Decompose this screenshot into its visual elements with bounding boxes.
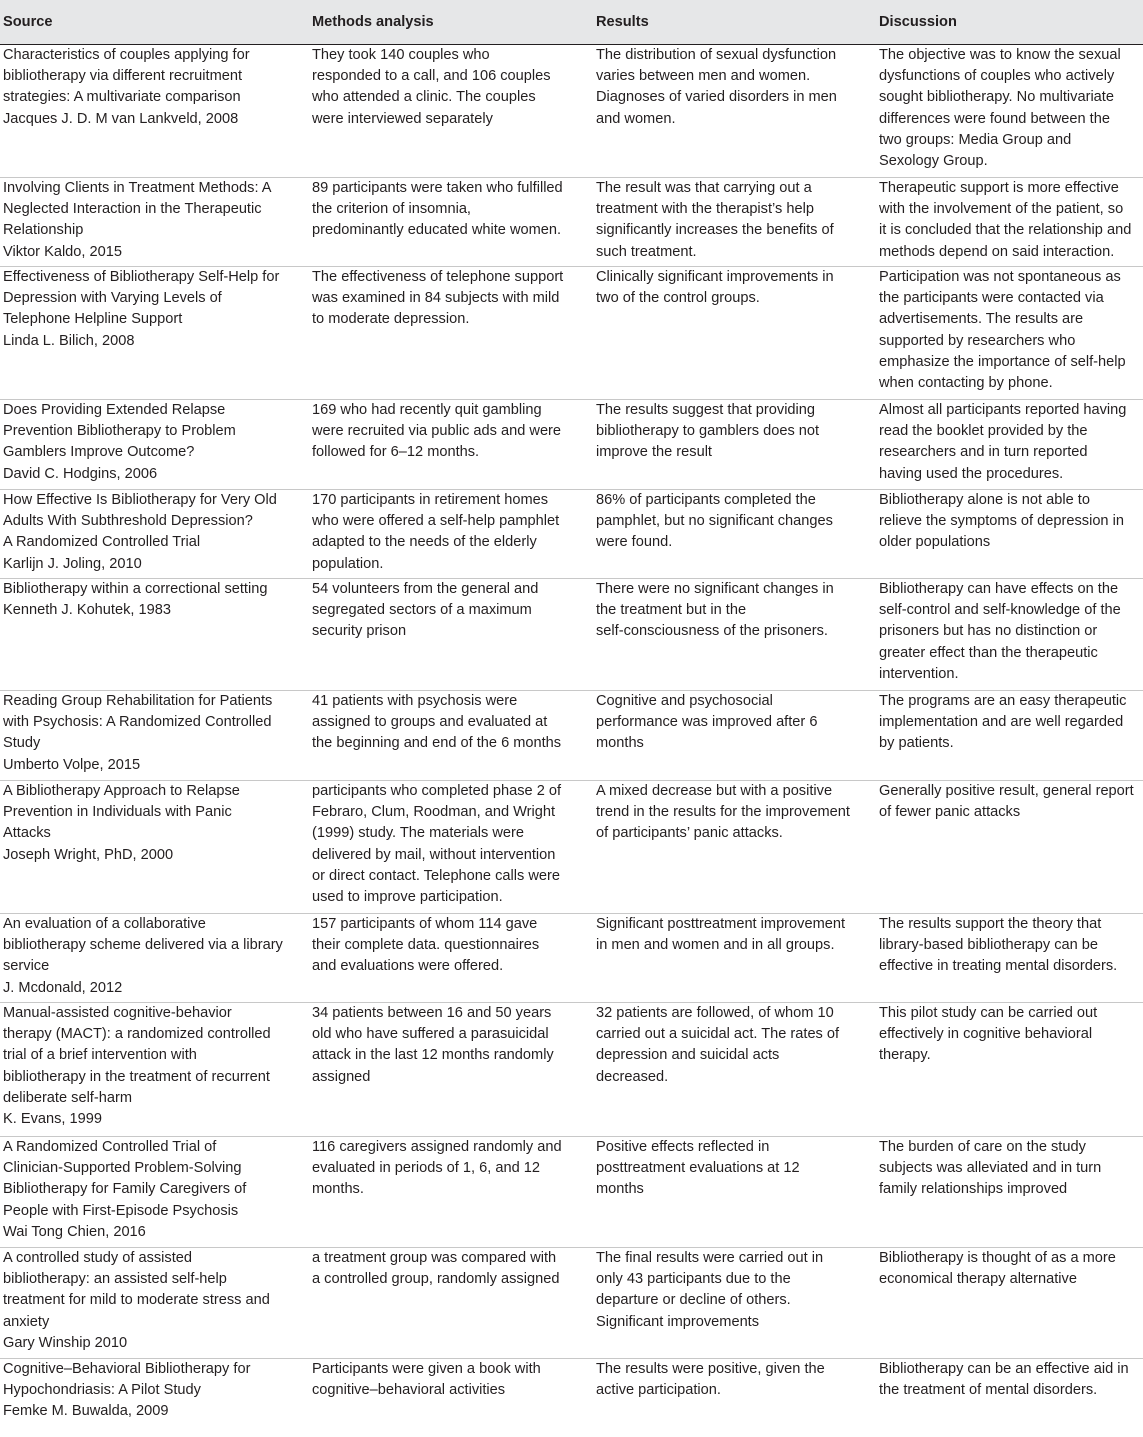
methods-text-line: Participants were given a book with: [312, 1361, 541, 1377]
results-text-line: Diagnoses of varied disorders in men: [596, 89, 837, 106]
discussion-text-line: supported by researchers who: [879, 332, 1076, 349]
cell-results: [593, 1137, 876, 1248]
discussion-text-line: by patients.: [879, 735, 954, 752]
discussion-text-line: sought bibliotherapy. No multivariate: [879, 89, 1114, 106]
cell-methods: [309, 178, 593, 267]
discussion-text-line: methods depend on said interaction.: [879, 243, 1115, 260]
cell-methods: [309, 45, 593, 178]
source-text-line: bibliotherapy: an assisted self-help: [3, 1271, 227, 1288]
discussion-text-line: advertisements. The results are: [879, 311, 1084, 328]
results-text-line: improve the result: [596, 444, 712, 461]
results-text-line: carried out a suicidal act. The rates of: [596, 1026, 840, 1043]
cell-results: [593, 781, 876, 914]
cell-methods: [309, 914, 593, 1003]
methods-text-line: who attended a clinic. The couples: [312, 89, 536, 106]
cell-methods: [309, 579, 593, 691]
source-text-line: David C. Hodgins, 2006: [3, 465, 158, 482]
results-text-line: bibliotherapy to gamblers does not: [596, 423, 820, 440]
methods-text-line: the beginning and end of the 6 months: [312, 735, 562, 752]
cell-source: [0, 914, 309, 1003]
table-row: [0, 1137, 1143, 1248]
cell-methods: [309, 691, 593, 781]
discussion-text-line: The objective was to know the sexual: [879, 47, 1121, 63]
source-text-line: People with First-Episode Psychosis: [3, 1202, 239, 1219]
table-row: [0, 1359, 1143, 1427]
results-text-line: performance was improved after 6: [596, 714, 818, 731]
cell-discussion: [876, 914, 1143, 1003]
methods-text-line: 170 participants in retirement homes: [312, 492, 549, 508]
discussion-text-line: Therapeutic support is more effective: [879, 180, 1119, 196]
table-row: [0, 781, 1143, 914]
cell-results: [593, 691, 876, 781]
table-row: [0, 1248, 1143, 1359]
cell-discussion: [876, 178, 1143, 267]
source-text-line: K. Evans, 1999: [3, 1111, 102, 1128]
methods-text-line: segregated sectors of a maximum: [312, 602, 532, 619]
cell-discussion: [876, 490, 1143, 579]
header-row: [0, 0, 1143, 45]
cell-source: [0, 1137, 309, 1248]
methods-text-line: used to improve participation.: [312, 889, 503, 906]
results-text-line: the treatment but in the: [596, 602, 747, 619]
discussion-text-line: implementation and are well regarded: [879, 714, 1124, 731]
discussion-text-line: relieve the symptoms of depression in: [879, 513, 1124, 530]
cell-discussion: [876, 267, 1143, 400]
methods-text-line: The effectiveness of telephone support: [312, 269, 564, 285]
cell-source: [0, 691, 309, 781]
cell-results: [593, 267, 876, 400]
cell-discussion: [876, 1359, 1143, 1427]
cell-discussion: [876, 1248, 1143, 1359]
discussion-text-line: self-control and self-knowledge of the: [879, 602, 1121, 619]
cell-results: [593, 490, 876, 579]
source-text-line: Attacks: [3, 825, 51, 842]
cell-results: [593, 579, 876, 691]
discussion-text-line: older populations: [879, 534, 991, 551]
discussion-text-line: of fewer panic attacks: [879, 804, 1021, 821]
discussion-text-line: having used the procedures.: [879, 465, 1064, 482]
methods-text-line: 34 patients between 16 and 50 years: [312, 1005, 552, 1021]
cell-discussion: [876, 400, 1143, 490]
methods-text-line: was examined in 84 subjects with mild: [312, 290, 560, 307]
results-text-line: such treatment.: [596, 243, 697, 260]
source-text-line: J. Mcdonald, 2012: [3, 979, 123, 996]
table-row: [0, 45, 1143, 178]
methods-text-line: 89 participants were taken who fulfilled: [312, 180, 563, 196]
methods-text-line: who were offered a self-help pamphlet: [312, 513, 560, 530]
source-text-line: Clinician-Supported Problem-Solving: [3, 1160, 242, 1177]
discussion-text-line: Participation was not spontaneous as: [879, 269, 1121, 285]
discussion-text-line: Almost all participants reported having: [879, 402, 1127, 418]
table-body: [0, 45, 1143, 1427]
table-row: [0, 691, 1143, 781]
source-text-line: Prevention Bibliotherapy to Problem: [3, 423, 236, 440]
cell-source: [0, 178, 309, 267]
discussion-text-line: therapy.: [879, 1047, 931, 1064]
methods-text-line: old who have suffered a parasuicidal: [312, 1026, 549, 1043]
cell-discussion: [876, 45, 1143, 178]
results-text-line: The results were positive, given the: [596, 1361, 825, 1377]
cell-results: [593, 45, 876, 178]
source-text-line: Femke M. Buwalda, 2009: [3, 1403, 169, 1420]
cell-discussion: [876, 691, 1143, 781]
cell-results: [593, 400, 876, 490]
methods-text-line: Febraro, Clum, Roodman, and Wright: [312, 804, 556, 821]
source-text-line: treatment for mild to moderate stress and: [3, 1292, 270, 1309]
methods-text-line: and evaluations were offered.: [312, 958, 504, 975]
source-text-line: A Bibliotherapy Approach to Relapse: [3, 783, 240, 799]
methods-text-line: a controlled group, randomly assigned: [312, 1271, 560, 1288]
methods-text-line: were recruited via public ads and were: [312, 423, 562, 440]
cell-source: [0, 490, 309, 579]
source-text-line: Linda L. Bilich, 2008: [3, 332, 135, 349]
results-text-line: months: [596, 1181, 644, 1198]
results-text-line: in men and women and in all groups.: [596, 937, 835, 954]
results-text-line: and women.: [596, 110, 676, 127]
table-row: [0, 1003, 1143, 1137]
discussion-text-line: The burden of care on the study: [879, 1139, 1086, 1155]
methods-text-line: participants who completed phase 2 of: [312, 783, 562, 799]
source-text-line: Kenneth J. Kohutek, 1983: [3, 602, 171, 619]
discussion-text-line: economical therapy alternative: [879, 1271, 1077, 1288]
cell-methods: [309, 1137, 593, 1248]
cell-source: [0, 1359, 309, 1427]
source-text-line: How Effective Is Bibliotherapy for Very Old: [3, 492, 277, 508]
results-text-line: significantly increases the benefits of: [596, 222, 834, 239]
source-text-line: Prevention in Individuals with Panic: [3, 804, 232, 821]
results-text-line: trend in the results for the improvement: [596, 804, 850, 821]
discussion-text-line: effectively in cognitive behavioral: [879, 1026, 1093, 1043]
source-text-line: Joseph Wright, PhD, 2000: [3, 846, 174, 863]
cell-source: [0, 781, 309, 914]
header-results: Results: [593, 0, 876, 45]
table-row: [0, 579, 1143, 691]
methods-text-line: delivered by mail, without intervention: [312, 846, 556, 863]
methods-text-line: assigned: [312, 1068, 371, 1085]
source-text-line: bibliotherapy via different recruitment: [3, 68, 243, 85]
source-text-line: A Randomized Controlled Trial: [3, 534, 201, 551]
methods-text-line: or direct contact. Telephone calls were: [312, 867, 560, 884]
results-text-line: A mixed decrease but with a positive: [596, 783, 833, 799]
header-methods-analysis: Methods analysis: [309, 0, 593, 45]
cell-source: [0, 267, 309, 400]
source-text-line: Bibliotherapy within a correctional setting: [3, 581, 268, 597]
methods-text-line: followed for 6–12 months.: [312, 444, 480, 461]
methods-text-line: responded to a call, and 106 couples: [312, 68, 551, 85]
discussion-text-line: two groups: Media Group and: [879, 131, 1072, 148]
results-text-line: The distribution of sexual dysfunction: [596, 47, 837, 63]
methods-text-line: 41 patients with psychosis were: [312, 693, 518, 709]
discussion-text-line: family relationships improved: [879, 1181, 1068, 1198]
results-text-line: months: [596, 735, 644, 752]
results-text-line: varies between men and women.: [596, 68, 811, 85]
discussion-text-line: Generally positive result, general report: [879, 783, 1134, 799]
discussion-text-line: researchers and in turn reported: [879, 444, 1088, 461]
results-text-line: Positive effects reflected in: [596, 1139, 770, 1155]
cell-discussion: [876, 1003, 1143, 1137]
discussion-text-line: read the booklet provided by the: [879, 423, 1088, 440]
discussion-text-line: differences were found between the: [879, 110, 1110, 127]
source-text-line: A Randomized Controlled Trial of: [3, 1139, 217, 1155]
source-text-line: deliberate self-harm: [3, 1089, 132, 1106]
source-text-line: bibliotherapy in the treatment of recurrent: [3, 1068, 270, 1085]
discussion-text-line: the participants were contacted via: [879, 290, 1104, 307]
methods-text-line: their complete data. questionnaires: [312, 937, 540, 954]
source-text-line: A controlled study of assisted: [3, 1250, 193, 1266]
discussion-text-line: intervention.: [879, 665, 959, 682]
cell-methods: [309, 400, 593, 490]
results-text-line: Significant improvements: [596, 1313, 760, 1330]
source-text-line: Hypochondriasis: A Pilot Study: [3, 1382, 201, 1399]
table-row: [0, 400, 1143, 490]
methods-text-line: evaluated in periods of 1, 6, and 12: [312, 1160, 540, 1177]
results-text-line: There were no significant changes in: [596, 581, 834, 597]
source-text-line: Relationship: [3, 222, 84, 239]
source-text-line: Reading Group Rehabilitation for Patients: [3, 693, 273, 709]
discussion-text-line: Bibliotherapy is thought of as a more: [879, 1250, 1116, 1266]
source-text-line: trial of a brief intervention with: [3, 1047, 197, 1064]
table-row: [0, 178, 1143, 267]
cell-source: [0, 579, 309, 691]
discussion-text-line: greater effect than the therapeutic: [879, 644, 1098, 661]
methods-text-line: cognitive–behavioral activities: [312, 1382, 506, 1399]
results-text-line: The results suggest that providing: [596, 402, 816, 418]
source-text-line: anxiety: [3, 1313, 50, 1330]
source-text-line: Viktor Kaldo, 2015: [3, 243, 122, 260]
results-text-line: treatment with the therapist’s help: [596, 201, 814, 218]
source-text-line: Characteristics of couples applying for: [3, 47, 250, 63]
methods-text-line: assigned to groups and evaluated at: [312, 714, 548, 731]
results-text-line: posttreatment evaluations at 12: [596, 1160, 800, 1177]
cell-methods: [309, 1003, 593, 1137]
methods-text-line: (1999) study. The materials were: [312, 825, 524, 842]
source-text-line: Manual-assisted cognitive-behavior: [3, 1005, 232, 1021]
results-text-line: depression and suicidal acts: [596, 1047, 780, 1064]
source-text-line: bibliotherapy scheme delivered via a library: [3, 937, 283, 954]
discussion-text-line: The results support the theory that: [879, 916, 1102, 932]
cell-methods: [309, 781, 593, 914]
cell-source: [0, 45, 309, 178]
header-source: Source: [0, 0, 309, 45]
methods-text-line: were interviewed separately: [312, 110, 493, 127]
source-text-line: Karlijn J. Joling, 2010: [3, 555, 142, 572]
cell-methods: [309, 490, 593, 579]
source-text-line: Depression with Varying Levels of: [3, 290, 222, 307]
discussion-text-line: Bibliotherapy alone is not able to: [879, 492, 1090, 508]
methods-text-line: predominantly educated white women.: [312, 222, 562, 239]
cell-source: [0, 1003, 309, 1137]
source-text-line: Bibliotherapy for Family Caregivers of: [3, 1181, 247, 1198]
methods-text-line: 157 participants of whom 114 gave: [312, 916, 538, 932]
methods-text-line: 169 who had recently quit gambling: [312, 402, 542, 418]
source-text-line: Adults With Subthreshold Depression?: [3, 513, 253, 530]
table-header: [0, 0, 1143, 45]
discussion-text-line: Bibliotherapy can have effects on the: [879, 581, 1119, 597]
results-text-line: 32 patients are followed, of whom 10: [596, 1005, 834, 1021]
results-text-line: of participants’ panic attacks.: [596, 825, 783, 842]
cell-results: [593, 1359, 876, 1427]
methods-text-line: to moderate depression.: [312, 311, 470, 328]
cell-discussion: [876, 579, 1143, 691]
results-text-line: two of the control groups.: [596, 290, 760, 307]
cell-methods: [309, 1248, 593, 1359]
cell-results: [593, 1003, 876, 1137]
methods-text-line: 54 volunteers from the general and: [312, 581, 539, 597]
results-text-line: Significant posttreatment improvement: [596, 916, 846, 932]
source-text-line: Involving Clients in Treatment Methods: A: [3, 180, 272, 196]
source-text-line: Cognitive–Behavioral Bibliotherapy for: [3, 1361, 251, 1377]
discussion-text-line: library-based bibliotherapy can be: [879, 937, 1099, 954]
results-text-line: The result was that carrying out a: [596, 180, 812, 196]
methods-text-line: the criterion of insomnia,: [312, 201, 471, 218]
methods-text-line: population.: [312, 555, 384, 572]
results-text-line: only 43 participants due to the: [596, 1271, 791, 1288]
results-text-line: The final results were carried out in: [596, 1250, 824, 1266]
discussion-text-line: Sexology Group.: [879, 153, 988, 170]
discussion-text-line: when contacting by phone.: [879, 375, 1053, 392]
results-text-line: self-consciousness of the prisoners.: [596, 623, 828, 640]
source-text-line: Neglected Interaction in the Therapeutic: [3, 201, 262, 218]
discussion-text-line: Bibliotherapy can be an effective aid in: [879, 1361, 1129, 1377]
source-text-line: Effectiveness of Bibliotherapy Self-Help for: [3, 269, 280, 285]
cell-discussion: [876, 1137, 1143, 1248]
discussion-text-line: it is concluded that the relationship and: [879, 222, 1132, 239]
discussion-text-line: the treatment of mental disorders.: [879, 1382, 1098, 1399]
results-text-line: were found.: [596, 534, 673, 551]
cell-results: [593, 178, 876, 267]
source-text-line: Telephone Helpline Support: [3, 311, 183, 328]
discussion-text-line: prisoners but has no distinction or: [879, 623, 1098, 640]
results-text-line: 86% of participants completed the: [596, 492, 816, 508]
source-text-line: service: [3, 958, 50, 975]
methods-text-line: 116 caregivers assigned randomly and: [312, 1139, 562, 1155]
table-row: [0, 490, 1143, 579]
cell-source: [0, 400, 309, 490]
discussion-text-line: effective in treating mental disorders.: [879, 958, 1118, 975]
header-discussion: Discussion: [876, 0, 1143, 45]
discussion-text-line: subjects was alleviated and in turn: [879, 1160, 1102, 1177]
methods-text-line: a treatment group was compared with: [312, 1250, 557, 1266]
discussion-text-line: dysfunctions of couples who actively: [879, 68, 1115, 85]
cell-results: [593, 1248, 876, 1359]
discussion-text-line: This pilot study can be carried out: [879, 1005, 1098, 1021]
source-text-line: Gamblers Improve Outcome?: [3, 444, 195, 461]
table-row: [0, 914, 1143, 1003]
source-text-line: Wai Tong Chien, 2016: [3, 1223, 146, 1240]
cell-results: [593, 914, 876, 1003]
results-text-line: Clinically significant improvements in: [596, 269, 834, 285]
methods-text-line: They took 140 couples who: [312, 47, 490, 63]
results-text-line: departure or decline of others.: [596, 1292, 791, 1309]
cell-methods: [309, 267, 593, 400]
source-text-line: Jacques J. D. M van Lankveld, 2008: [3, 110, 239, 127]
results-text-line: active participation.: [596, 1382, 721, 1399]
source-text-line: strategies: A multivariate comparison: [3, 89, 241, 106]
source-text-line: Umberto Volpe, 2015: [3, 756, 141, 773]
table-row: [0, 267, 1143, 400]
results-text-line: Cognitive and psychosocial: [596, 693, 773, 709]
source-text-line: with Psychosis: A Randomized Controlled: [3, 714, 272, 731]
methods-text-line: security prison: [312, 623, 407, 640]
discussion-text-line: with the involvement of the patient, so: [879, 201, 1124, 218]
cell-discussion: [876, 781, 1143, 914]
cell-source: [0, 1248, 309, 1359]
results-text-line: pamphlet, but no significant changes: [596, 513, 833, 530]
source-text-line: therapy (MACT): a randomized controlled: [3, 1026, 271, 1043]
cell-methods: [309, 1359, 593, 1427]
source-text-line: Does Providing Extended Relapse: [3, 402, 226, 418]
results-text-line: decreased.: [596, 1068, 669, 1085]
methods-text-line: attack in the last 12 months randomly: [312, 1047, 554, 1064]
methods-text-line: adapted to the needs of the elderly: [312, 534, 537, 551]
source-text-line: An evaluation of a collaborative: [3, 916, 206, 932]
discussion-text-line: The programs are an easy therapeutic: [879, 693, 1127, 709]
source-text-line: Gary Winship 2010: [3, 1334, 128, 1351]
source-text-line: Study: [3, 735, 41, 752]
discussion-text-line: emphasize the importance of self-help: [879, 353, 1126, 370]
methods-text-line: months.: [312, 1181, 364, 1198]
